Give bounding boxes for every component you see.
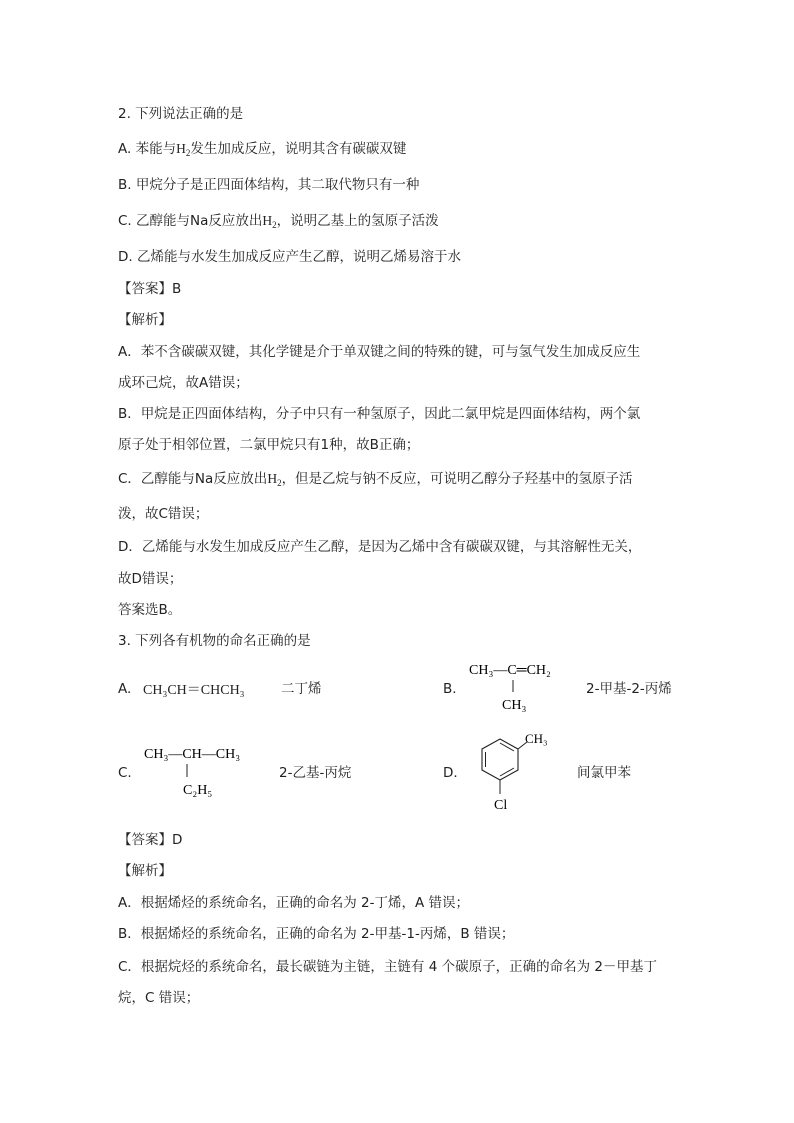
c-branch-ethyl: C₂H₅ — [183, 783, 213, 798]
h-symbol: H — [262, 213, 273, 228]
q3-analysis-c-line1: C．根据烷烃的系统命名，最长碳链为主链，主链有 4 个碳原子，正确的命名为 2－甲基丁 — [118, 959, 657, 975]
chloro-label: Cl — [494, 798, 508, 813]
q3-analysis-b: B．根据烯烃的系统命名，正确的命名为 2-甲基-1-丙烯，B 错误； — [118, 926, 515, 942]
subscript-2: 2 — [272, 220, 277, 230]
q3-option-c-label: C. — [118, 765, 132, 781]
benzene-ring — [482, 739, 518, 780]
q2-answer: 【答案】B — [118, 281, 182, 297]
q3-analysis-c-line2: 烷，C 错误； — [118, 990, 200, 1006]
q2-analysis-a-line1: A．苯不含碳碳双键，其化学键是介于单双键之间的特殊的键，可与氢气发生加成反应生 — [118, 344, 641, 360]
ring-double-bond — [500, 743, 514, 751]
q3-option-a-name: 二丁烯 — [281, 681, 322, 697]
q3-stem: 3. 下列各有机物的命名正确的是 — [118, 633, 311, 649]
q3-option-c-structure — [140, 740, 270, 800]
h-symbol: H — [267, 471, 278, 486]
q3-answer: 【答案】D — [118, 832, 183, 848]
q3-option-c-name: 2-乙基-丙烷 — [279, 765, 352, 781]
q2-analysis-b-line2: 原子处于相邻位置，二氯甲烷只有1种，故B正确； — [118, 437, 420, 453]
q3-option-b-label: B. — [443, 681, 457, 697]
q2-option-c — [118, 212, 439, 234]
q3-option-b-structure — [462, 656, 574, 714]
q2-option-a — [118, 140, 406, 162]
q2-option-c-post: ，说明乙基上的氢原子活泼 — [276, 213, 439, 229]
h-symbol: H — [176, 141, 186, 156]
q3-option-b-name: 2-甲基-2-丙烯 — [586, 681, 672, 697]
q3-option-d-structure — [465, 728, 555, 814]
q3-option-d-label: D. — [443, 765, 458, 781]
q2-analysis-d-line2: 故D错误； — [118, 571, 183, 587]
q3-option-d-name: 间氯甲苯 — [577, 765, 631, 781]
q3-analysis-heading: 【解析】 — [118, 863, 172, 879]
q3-option-a-label: A. — [118, 681, 132, 697]
q3-option-a-formula: CH₃CH＝CHCH₃ — [143, 683, 245, 698]
subscript-2: 2 — [277, 478, 282, 488]
b-main-chain: CH₃—C═CH₂ — [469, 663, 551, 678]
q3-analysis-a: A．根据烯烃的系统命名，正确的命名为 2-丁烯，A 错误； — [118, 895, 470, 911]
q2-option-d: D. 乙烯能与水发生加成反应产生乙醇，说明乙烯易溶于水 — [118, 249, 461, 265]
q2-analysis-heading: 【解析】 — [118, 312, 172, 328]
q2-option-a-post: 发生加成反应，说明其含有碳碳双键 — [190, 141, 407, 157]
q2-option-a-pre: A. 苯能与 — [118, 141, 177, 157]
methyl-label: CH₃ — [525, 731, 548, 746]
q2-analysis-b-line1: B．甲烷是正四面体结构，分子中只有一种氢原子，因此二氯甲烷是四面体结构，两个氯 — [118, 406, 641, 422]
q2-analysis-a-line2: 成环己烷，故A错误； — [118, 375, 249, 391]
h2-formula — [262, 213, 276, 228]
q2-analysis-c-line2: 泼，故C错误； — [118, 506, 209, 522]
subscript-2: 2 — [185, 148, 191, 158]
h2-formula — [267, 471, 281, 486]
q2-analysis-c-pre: C．乙醇能与Na反应放出 — [118, 471, 268, 487]
q2-conclusion: 答案选B。 — [118, 602, 182, 618]
h2-formula — [176, 141, 190, 156]
q2-stem: 2. 下列说法正确的是 — [118, 106, 244, 122]
q2-option-b: B. 甲烷分子是正四面体结构，其二取代物只有一种 — [118, 177, 420, 193]
q2-option-c-pre: C. 乙醇能与Na反应放出 — [118, 213, 263, 229]
b-branch-methyl: CH₃ — [502, 698, 527, 713]
q2-analysis-c-line1 — [118, 470, 633, 492]
q2-analysis-d-line1: D．乙烯能与水发生加成反应产生乙醇，是因为乙烯中含有碳碳双键，与其溶解性无关， — [118, 539, 642, 555]
c-main-chain: CH₃—CH—CH₃ — [144, 747, 241, 762]
q2-analysis-c-post: ，但是乙烷与钠不反应，可说明乙醇分子羟基中的氢原子活 — [281, 471, 633, 487]
ring-double-bond — [500, 768, 514, 776]
